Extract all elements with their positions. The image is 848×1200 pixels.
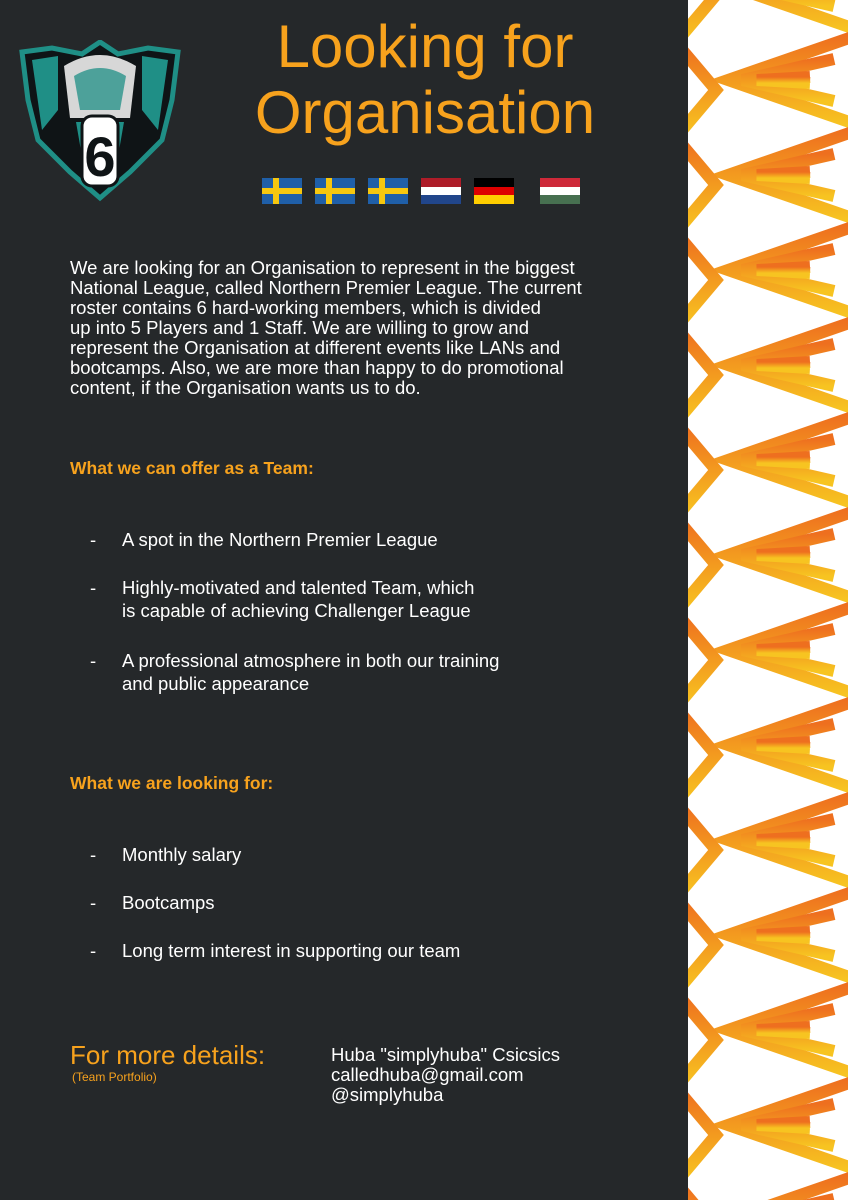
bullet-dash: - xyxy=(90,577,97,598)
decorative-pattern xyxy=(688,0,848,1200)
sweden-flag xyxy=(315,178,355,204)
chevron-stripe xyxy=(688,710,716,800)
offer-item-line: A spot in the Northern Premier League xyxy=(122,529,438,550)
chevron-stripe xyxy=(688,330,716,420)
intro-paragraph xyxy=(70,258,630,398)
chevron-stripe xyxy=(757,267,810,273)
chevron-stripe xyxy=(757,552,810,558)
chevron-stripe xyxy=(757,1122,810,1128)
chevron-stripe xyxy=(757,742,810,748)
offer-heading: What we can offer as a Team: xyxy=(70,458,314,478)
chevron-stripe xyxy=(757,932,810,938)
chevron-stripe xyxy=(688,995,716,1085)
chevron-stripe xyxy=(688,425,716,515)
chevron-stripe xyxy=(688,615,716,705)
chevron-stripe xyxy=(688,235,716,325)
chevron-stripe xyxy=(757,77,810,83)
chevron-stripe xyxy=(757,1027,810,1033)
svg-text:6: 6 xyxy=(84,125,116,188)
chevron-stripe xyxy=(688,140,716,230)
chevron-stripe xyxy=(688,45,716,135)
chevron-stripe xyxy=(688,0,716,40)
team-logo xyxy=(12,40,188,202)
looking-item-line: Bootcamps xyxy=(122,892,215,913)
page-title xyxy=(205,14,645,146)
chevron-pattern xyxy=(688,0,848,1200)
bullet-dash: - xyxy=(90,940,97,961)
intro-line: content, if the Organisation wants us to do. xyxy=(70,377,421,398)
details-title: For more details: xyxy=(70,1040,266,1070)
bullet-dash: - xyxy=(90,650,97,671)
title-line: Organisation xyxy=(254,79,596,146)
offer-item-line: Highly-motivated and talented Team, which xyxy=(122,577,475,598)
bullet-dash: - xyxy=(90,892,97,913)
offer-item-line: A professional atmosphere in both our training xyxy=(122,650,500,671)
chevron-stripe xyxy=(757,457,810,463)
contact-email[interactable]: calledhuba@gmail.com xyxy=(331,1064,524,1085)
intro-line: roster contains 6 hard-working members, which is divided xyxy=(70,297,541,318)
offer-item-line: is capable of achieving Challenger League xyxy=(122,600,471,621)
sweden-flag xyxy=(368,178,408,204)
intro-line: We are looking for an Organisation to represent in the biggest xyxy=(70,257,575,278)
looking-item-line: Long term interest in supporting our team xyxy=(122,940,461,961)
intro-line: represent the Organisation at different events like LANs and xyxy=(70,337,561,358)
looking-heading: What we are looking for: xyxy=(70,773,274,793)
title-line: Looking for xyxy=(276,13,574,80)
netherlands-flag xyxy=(421,178,461,204)
chevron-stripe xyxy=(688,900,716,990)
details-subtitle: (Team Portfolio) xyxy=(72,1070,157,1084)
sweden-flag xyxy=(262,178,302,204)
chevron-stripe xyxy=(757,362,810,368)
contact-handle[interactable]: @simplyhuba xyxy=(331,1084,444,1105)
chevron-stripe xyxy=(757,647,810,653)
intro-line: up into 5 Players and 1 Staff. We are willing to grow and xyxy=(70,317,529,338)
chevron-stripe xyxy=(688,520,716,610)
offer-item-line: and public appearance xyxy=(122,673,310,694)
chevron-stripe xyxy=(688,1185,716,1200)
bullet-dash: - xyxy=(90,844,97,865)
contact-block xyxy=(331,1045,560,1105)
chevron-stripe xyxy=(688,805,716,895)
intro-line: National League, called Northern Premier League. The current xyxy=(70,277,582,298)
chevron-stripe xyxy=(688,1090,716,1180)
contact-name: Huba "simplyhuba" Csicsics xyxy=(331,1044,561,1065)
intro-line: bootcamps. Also, we are more than happy to do promotional xyxy=(70,357,564,378)
chevron-stripe xyxy=(757,172,810,178)
bullet-dash: - xyxy=(90,529,97,550)
looking-item-line: Monthly salary xyxy=(122,844,242,865)
germany-flag xyxy=(474,178,514,204)
chevron-stripe xyxy=(757,837,810,843)
hungary-flag xyxy=(540,178,580,204)
